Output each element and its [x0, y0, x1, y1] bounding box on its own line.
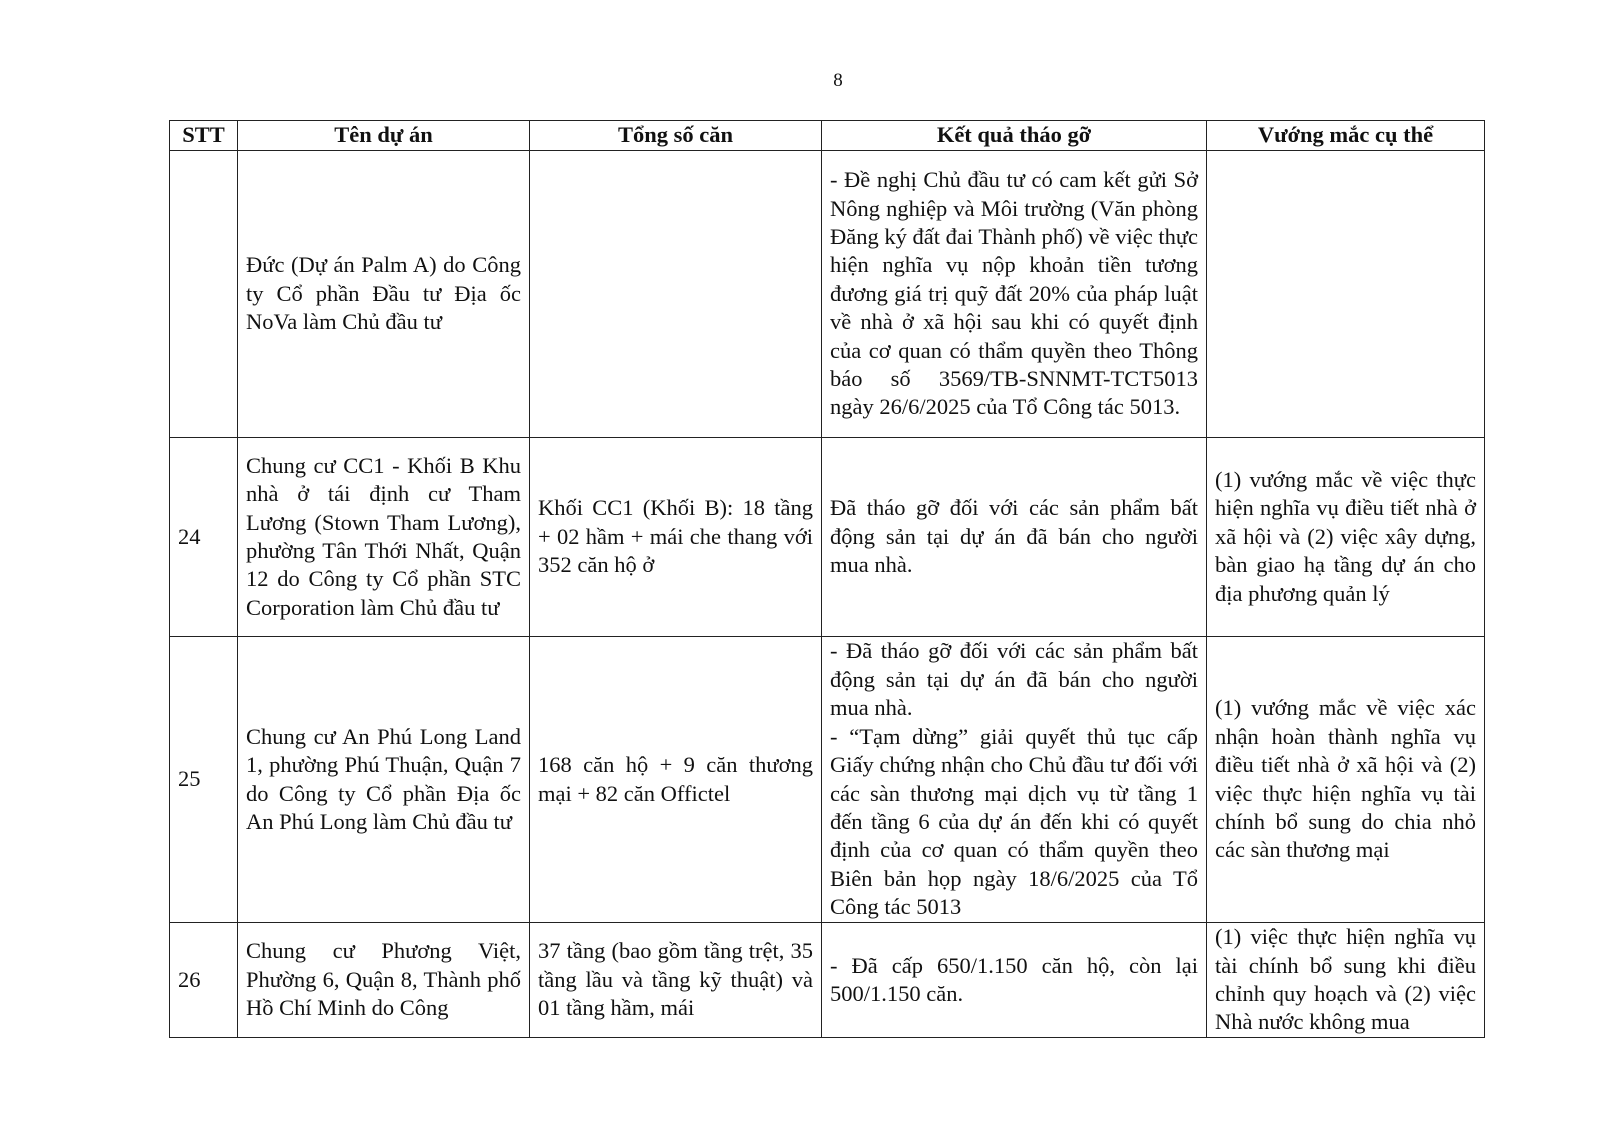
total-units-cell: 168 căn hộ + 9 căn thương mại + 82 căn Offictel [530, 637, 822, 923]
resolution-result-cell [822, 923, 1207, 1038]
table-row [170, 438, 1485, 637]
table-row [170, 637, 1485, 923]
table-header-row [170, 121, 1485, 151]
specific-issues-cell [1207, 151, 1485, 438]
projects-table [169, 120, 1485, 1038]
total-units-cell: Khối CC1 (Khối B): 18 tầng + 02 hầm + mái che thang với 352 căn hộ ở [530, 438, 822, 637]
header-total-units: Tổng số căn [530, 121, 822, 151]
stt-cell: 26 [170, 923, 238, 1038]
header-specific-issues: Vướng mắc cụ thể [1207, 121, 1485, 151]
page-number: 8 [833, 70, 843, 91]
specific-issues-cell: (1) việc thực hiện nghĩa vụ tài chính bổ sung khi điều chỉnh quy hoạch và (2) việc Nhà nước không mua [1207, 923, 1485, 1038]
total-units-cell [530, 151, 822, 438]
total-units-cell: 37 tầng (bao gồm tầng trệt, 35 tầng lầu và tầng kỹ thuật) và 01 tầng hầm, mái [530, 923, 822, 1038]
result-line: - Đề nghị Chủ đầu tư có cam kết gửi Sở Nông nghiệp và Môi trường (Văn phòng Đăng ký đất đai Thành phố) về việc thực hiện nghĩa vụ nộp khoản tiền tương đương giá trị quỹ đất 20% của pháp luật về nhà ở xã hội sau khi có quyết định của cơ quan có thẩm quyền theo Thông báo số 3569/TB-SNNMT-TCT5013 ngày 26/6/2025 của Tổ Công tác 5013. [830, 167, 1198, 420]
table-row [170, 151, 1485, 438]
project-name-cell: Chung cư An Phú Long Land 1, phường Phú Thuận, Quận 7 do Công ty Cổ phần Địa ốc An Phú Long làm Chủ đầu tư [238, 637, 530, 923]
specific-issues-cell: (1) vướng mắc về việc thực hiện nghĩa vụ điều tiết nhà ở xã hội và (2) việc xây dựng, bàn giao hạ tầng dự án cho địa phương quản lý [1207, 438, 1485, 637]
table-row [170, 923, 1485, 1038]
stt-cell: 25 [170, 637, 238, 923]
project-name-cell: Chung cư Phương Việt, Phường 6, Quận 8, Thành phố Hồ Chí Minh do Công [238, 923, 530, 1038]
result-line: - Đã cấp 650/1.150 căn hộ, còn lại 500/1.150 căn. [830, 952, 1198, 1006]
project-name-cell: Đức (Dự án Palm A) do Công ty Cổ phần Đầu tư Địa ốc NoVa làm Chủ đầu tư [238, 151, 530, 438]
result-line: - Đã tháo gỡ đối với các sản phẩm bất động sản tại dự án đã bán cho người mua nhà. [830, 638, 1198, 721]
result-line: - “Tạm dừng” giải quyết thủ tục cấp Giấy chứng nhận cho Chủ đầu tư đối với các sàn thương mại dịch vụ từ tầng 1 đến tầng 6 của dự án đến khi có quyết định của cơ quan có thẩm quyền theo Biên bản họp ngày 18/6/2025 của Tổ Công tác 5013 [830, 723, 1198, 920]
result-line: Đã tháo gỡ đối với các sản phẩm bất động sản tại dự án đã bán cho người mua nhà. [830, 495, 1198, 578]
resolution-result-cell [822, 438, 1207, 637]
project-name-cell: Chung cư CC1 - Khối B Khu nhà ở tái định cư Tham Lương (Stown Tham Lương), phường Tân Thới Nhất, Quận 12 do Công ty Cổ phần STC Corporation làm Chủ đầu tư [238, 438, 530, 637]
specific-issues-cell: (1) vướng mắc về việc xác nhận hoàn thành nghĩa vụ điều tiết nhà ở xã hội và (2) việc thực hiện nghĩa vụ tài chính bổ sung do chia nhỏ các sàn thương mại [1207, 637, 1485, 923]
header-project-name: Tên dự án [238, 121, 530, 151]
header-stt: STT [170, 121, 238, 151]
stt-cell: 24 [170, 438, 238, 637]
stt-cell [170, 151, 238, 438]
header-resolution-result: Kết quả tháo gỡ [822, 121, 1207, 151]
resolution-result-cell [822, 151, 1207, 438]
resolution-result-cell [822, 637, 1207, 923]
